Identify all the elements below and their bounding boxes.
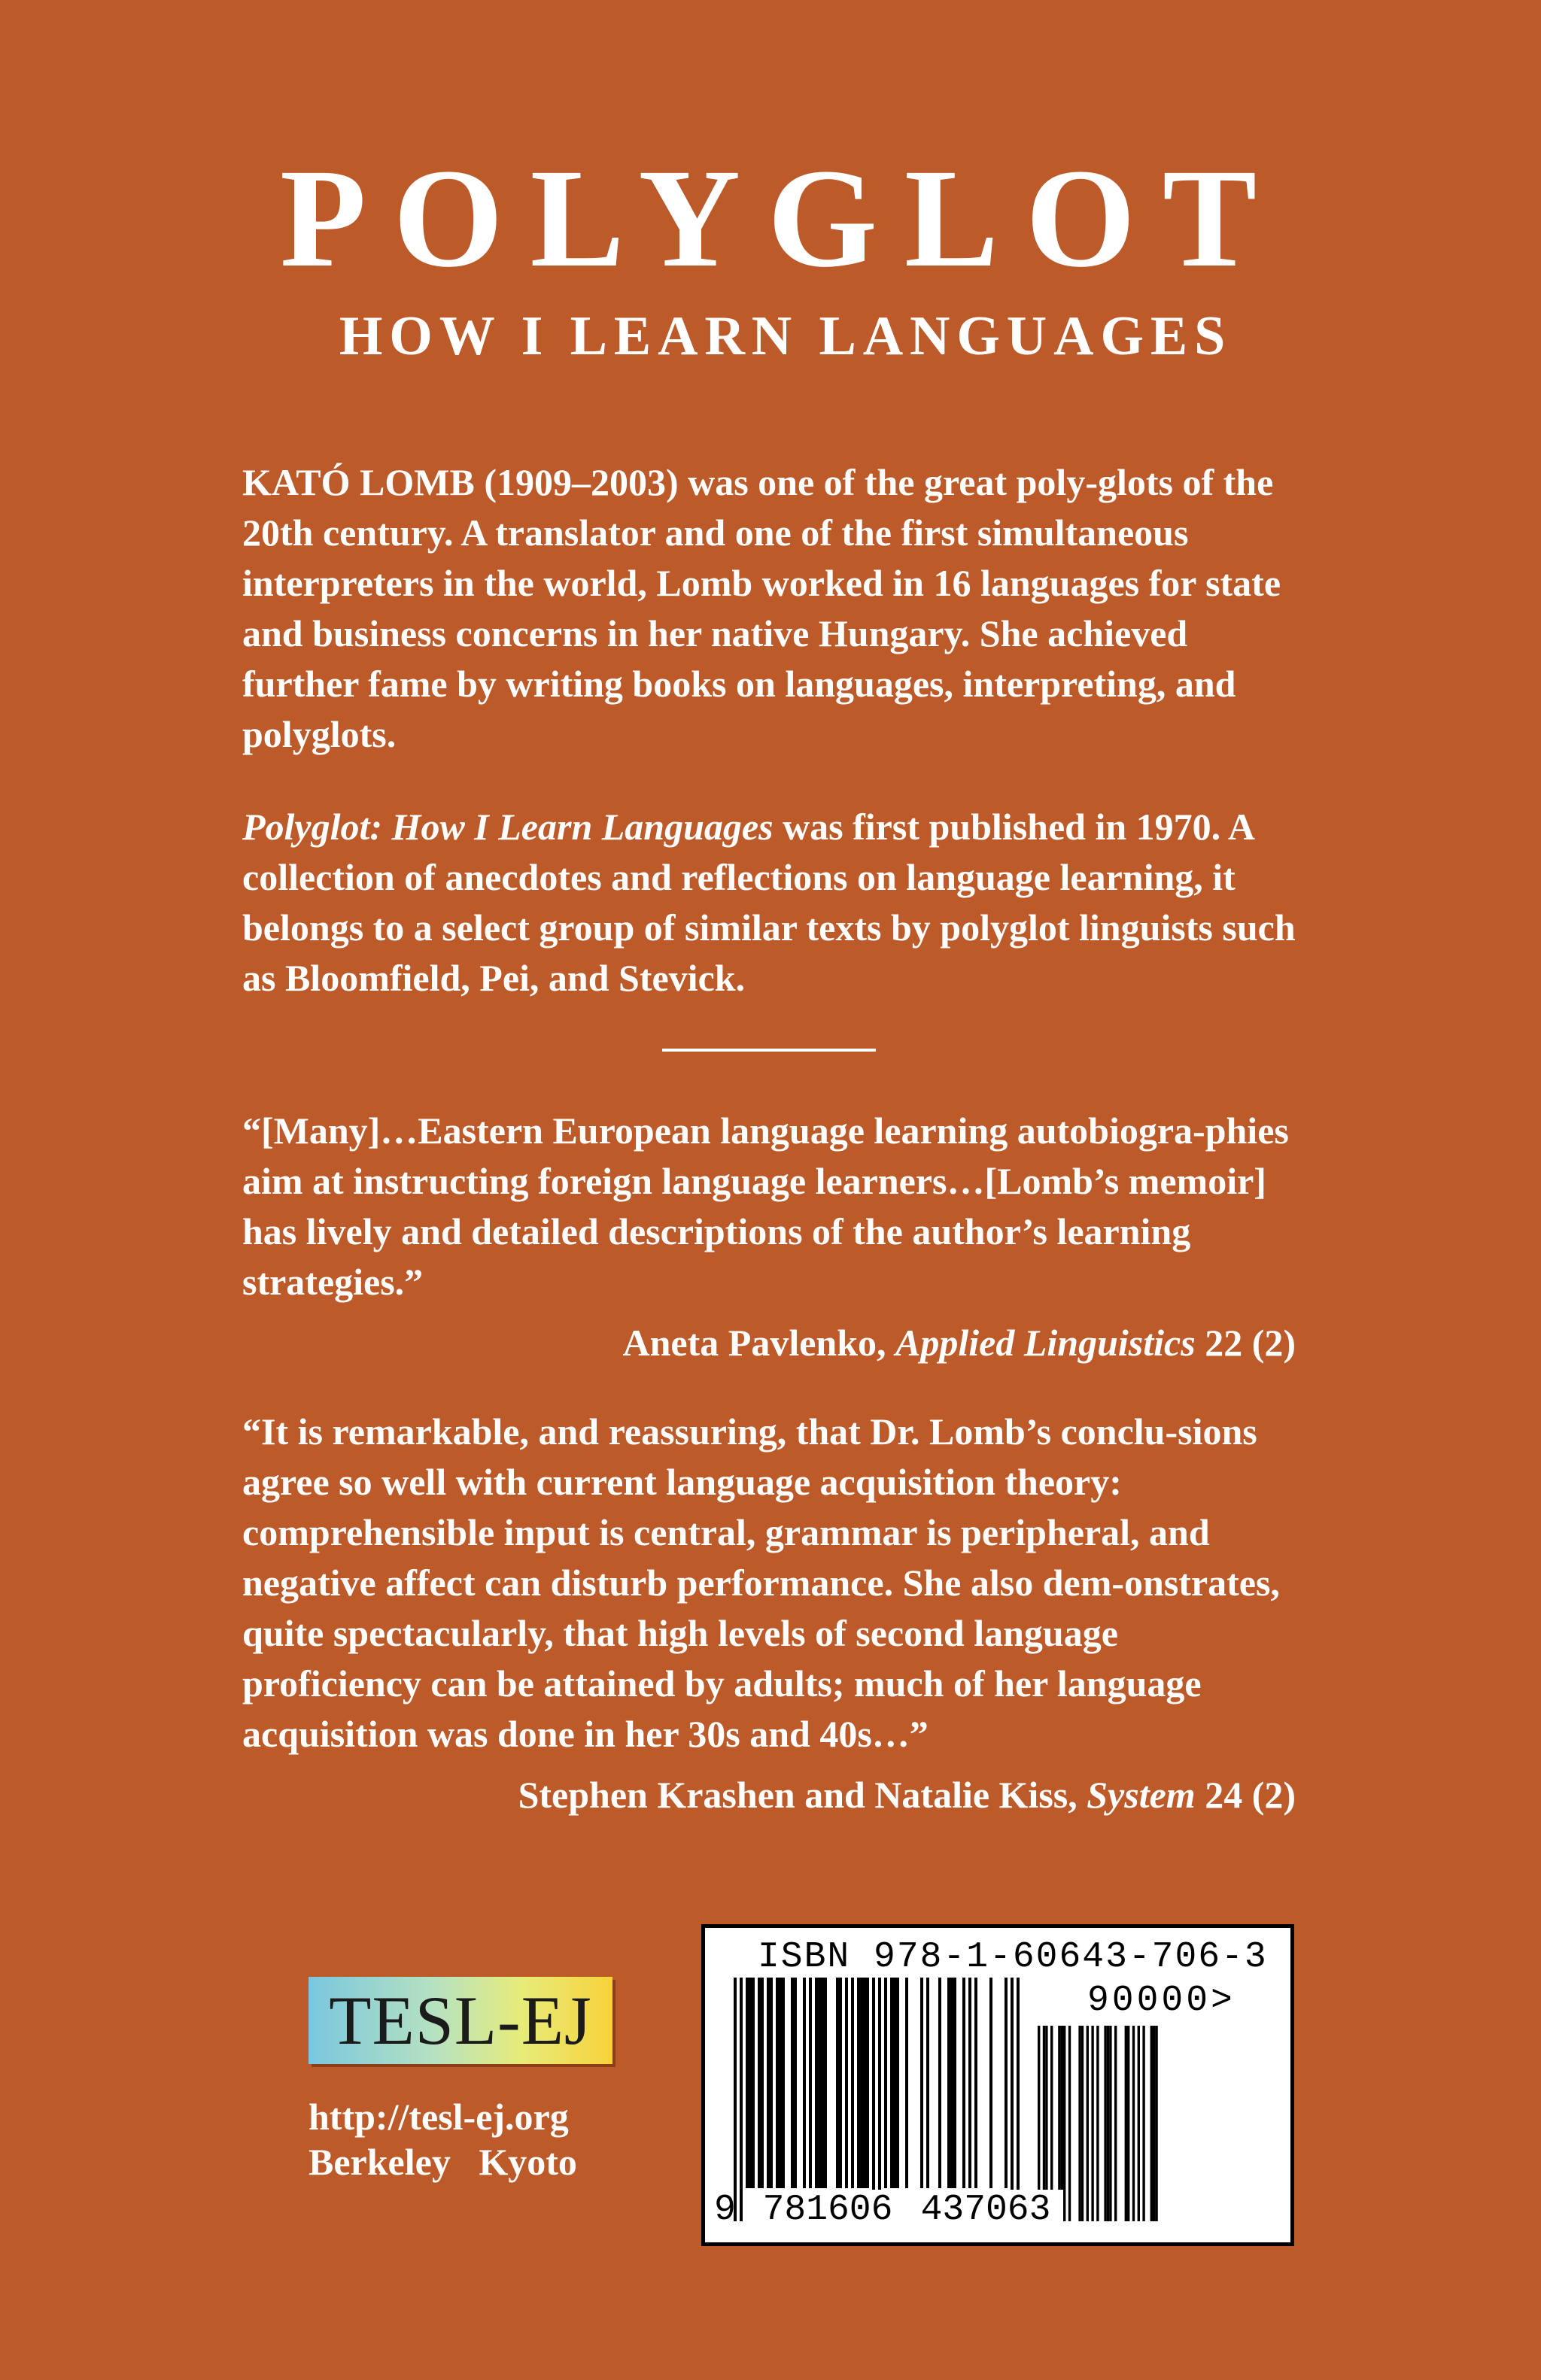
barcode-bar [752,1978,755,2188]
barcode-bar [746,1978,749,2188]
publisher-url: http://tesl-ej.org [309,2096,569,2138]
barcode-bar [782,1978,785,2188]
barcode-bar [803,1978,806,2188]
barcode-bar [824,1978,827,2188]
barcode-bar [734,1978,737,2221]
review-quote-2-attribution [242,1770,1296,1820]
author-bio-text: KATÓ LOMB (1909–2003) was one of the great poly-glots of the 20th century. A translator and one of the first simultaneous interpreters in the world, Lomb worked in 16 languages for state and business concerns in her native Hungary. She achieved further fame by writing books on languages, interpreting, and polyglots. [242,461,1281,755]
review-quote-1-attribution [242,1318,1296,1368]
barcode-addon-bar [1155,2026,1157,2221]
barcode-bar [860,1978,863,2188]
isbn-label: ISBN 978-1-60643-706-3 [758,1937,1268,1978]
barcode-bar [953,1978,956,2188]
ean-right-digits: 437063 [908,2190,1063,2230]
barcode-bar [878,1978,881,2221]
barcode-addon-bar [1078,2026,1081,2221]
barcode-bar [779,1978,782,2188]
barcode-bar [1011,1978,1014,2221]
barcode-addon-bar [1091,2026,1093,2221]
book-subtitle: HOW I LEARN LANGUAGES [339,305,1232,367]
barcode-addon-bar [1107,2026,1109,2221]
review-quote-1 [242,1106,1296,1368]
barcode-bar [863,1978,866,2188]
ean-left-digits: 781606 [750,2190,905,2230]
review-quote-1-source: Applied Linguistics [895,1322,1196,1364]
review-quote-1-issue: 22 (2) [1195,1322,1296,1364]
barcode-bar [758,1978,761,2188]
isbn-barcode [701,1924,1294,2246]
barcode-addon-bar [1138,2026,1140,2221]
barcode-bar [770,1978,773,2188]
barcode-bar [791,1978,794,2188]
ean-first-digit: 9 [714,2190,736,2230]
review-quote-2-issue: 24 (2) [1195,1774,1296,1816]
barcode-addon-bar [1132,2026,1135,2221]
barcode-addon-bar [1109,2026,1111,2221]
barcode-addon-bar [1068,2026,1071,2221]
review-quote-2 [242,1407,1296,1820]
barcode-bar [809,1978,812,2188]
barcode-addon-bar [1125,2026,1127,2221]
barcode-bar [989,1978,992,2188]
barcode-bar [794,1978,797,2188]
author-bio [242,457,1296,760]
barcode-bar [938,1978,941,2188]
publisher-info [309,2094,577,2184]
barcode-addon-bar [1096,2026,1099,2221]
review-quote-2-text: “It is remarkable, and reassuring, that Dr. Lomb’s conclu-sions agree so well with current language acquisition theory: comprehensible input is central, grammar is peripheral, and negative affect can disturb performance. She also dem-onstrates, quite spectacularly, that high levels of second language proficiency can be attained by adults; much of her language acquisition was done in her 30s and 40s…” [242,1410,1280,1755]
barcode-bar [818,1978,821,2188]
barcode-bar [857,1978,860,2188]
barcode-bar [851,1978,854,2188]
barcode-bar [905,1978,908,2188]
barcode-bar [749,1978,752,2188]
barcode-bar [896,1978,899,2188]
review-quote-1-author: Aneta Pavlenko, [622,1322,896,1364]
barcode-bar [761,1978,764,2188]
section-divider [662,1049,876,1052]
barcode-bar [950,1978,953,2188]
price-code: 90000> [1087,1981,1236,2021]
barcode-bar [947,1978,950,2188]
review-quote-2-author: Stephen Krashen and Natalie Kiss, [518,1774,1087,1816]
barcode-addon-bar [1104,2026,1106,2221]
book-description-text: was first published in 1970. A collection of anecdotes and reflections on language learning, it belongs to a select group of similar texts by polyglot linguists such as Bloomfield, Pei, and Stevick. [242,806,1296,999]
barcode-bar [893,1978,896,2188]
barcode-addon-bar [1081,2026,1084,2221]
barcode-bar [815,1978,818,2188]
barcode-bar [974,1978,977,2188]
barcode-addon-bar [1063,2026,1065,2221]
book-title: POLYGLOT [280,139,1284,296]
barcode-bar [1017,1978,1020,2221]
barcode-bar [926,1978,929,2188]
barcode-bar [776,1978,779,2188]
barcode-bar [890,1978,893,2188]
review-quote-2-source: System [1087,1774,1196,1816]
book-description [242,802,1296,1003]
tesl-ej-logo-text: TESL-EJ [329,1982,592,2059]
review-quote-1-text: “[Many]…Eastern European language learning autobiogra-phies aim at instructing foreign language learners…[Lomb’s memoir] has lively and detailed descriptions of the author’s learning strategies.” [242,1110,1289,1303]
barcode-bar [821,1978,824,2188]
barcode-bar [866,1978,869,2188]
book-description-paragraph [242,802,1296,1003]
barcode-bar [872,1978,875,2221]
barcode-bar [1005,1978,1008,2188]
barcode-addon-bar [1142,2026,1144,2221]
barcode-bar [740,1978,743,2221]
barcode-bar [968,1978,971,2188]
barcode-bar [839,1978,842,2188]
barcode-addon-bar [1114,2026,1117,2221]
barcode-addon-bar [1087,2026,1089,2221]
barcode-bar [836,1978,839,2188]
barcode-bar [884,1978,887,2188]
tesl-ej-logo [309,1977,612,2064]
barcode-addon-bar [1127,2026,1129,2221]
barcode-addon-bar [1150,2026,1153,2221]
barcode-addon-bar [1153,2026,1155,2221]
barcode-bar [962,1978,965,2188]
barcode-bar [845,1978,848,2188]
barcode-bar [920,1978,923,2188]
publisher-cities: Berkeley Kyoto [309,2141,577,2183]
barcode-bar [767,1978,770,2188]
book-description-title: Polyglot: How I Learn Languages [242,806,774,848]
